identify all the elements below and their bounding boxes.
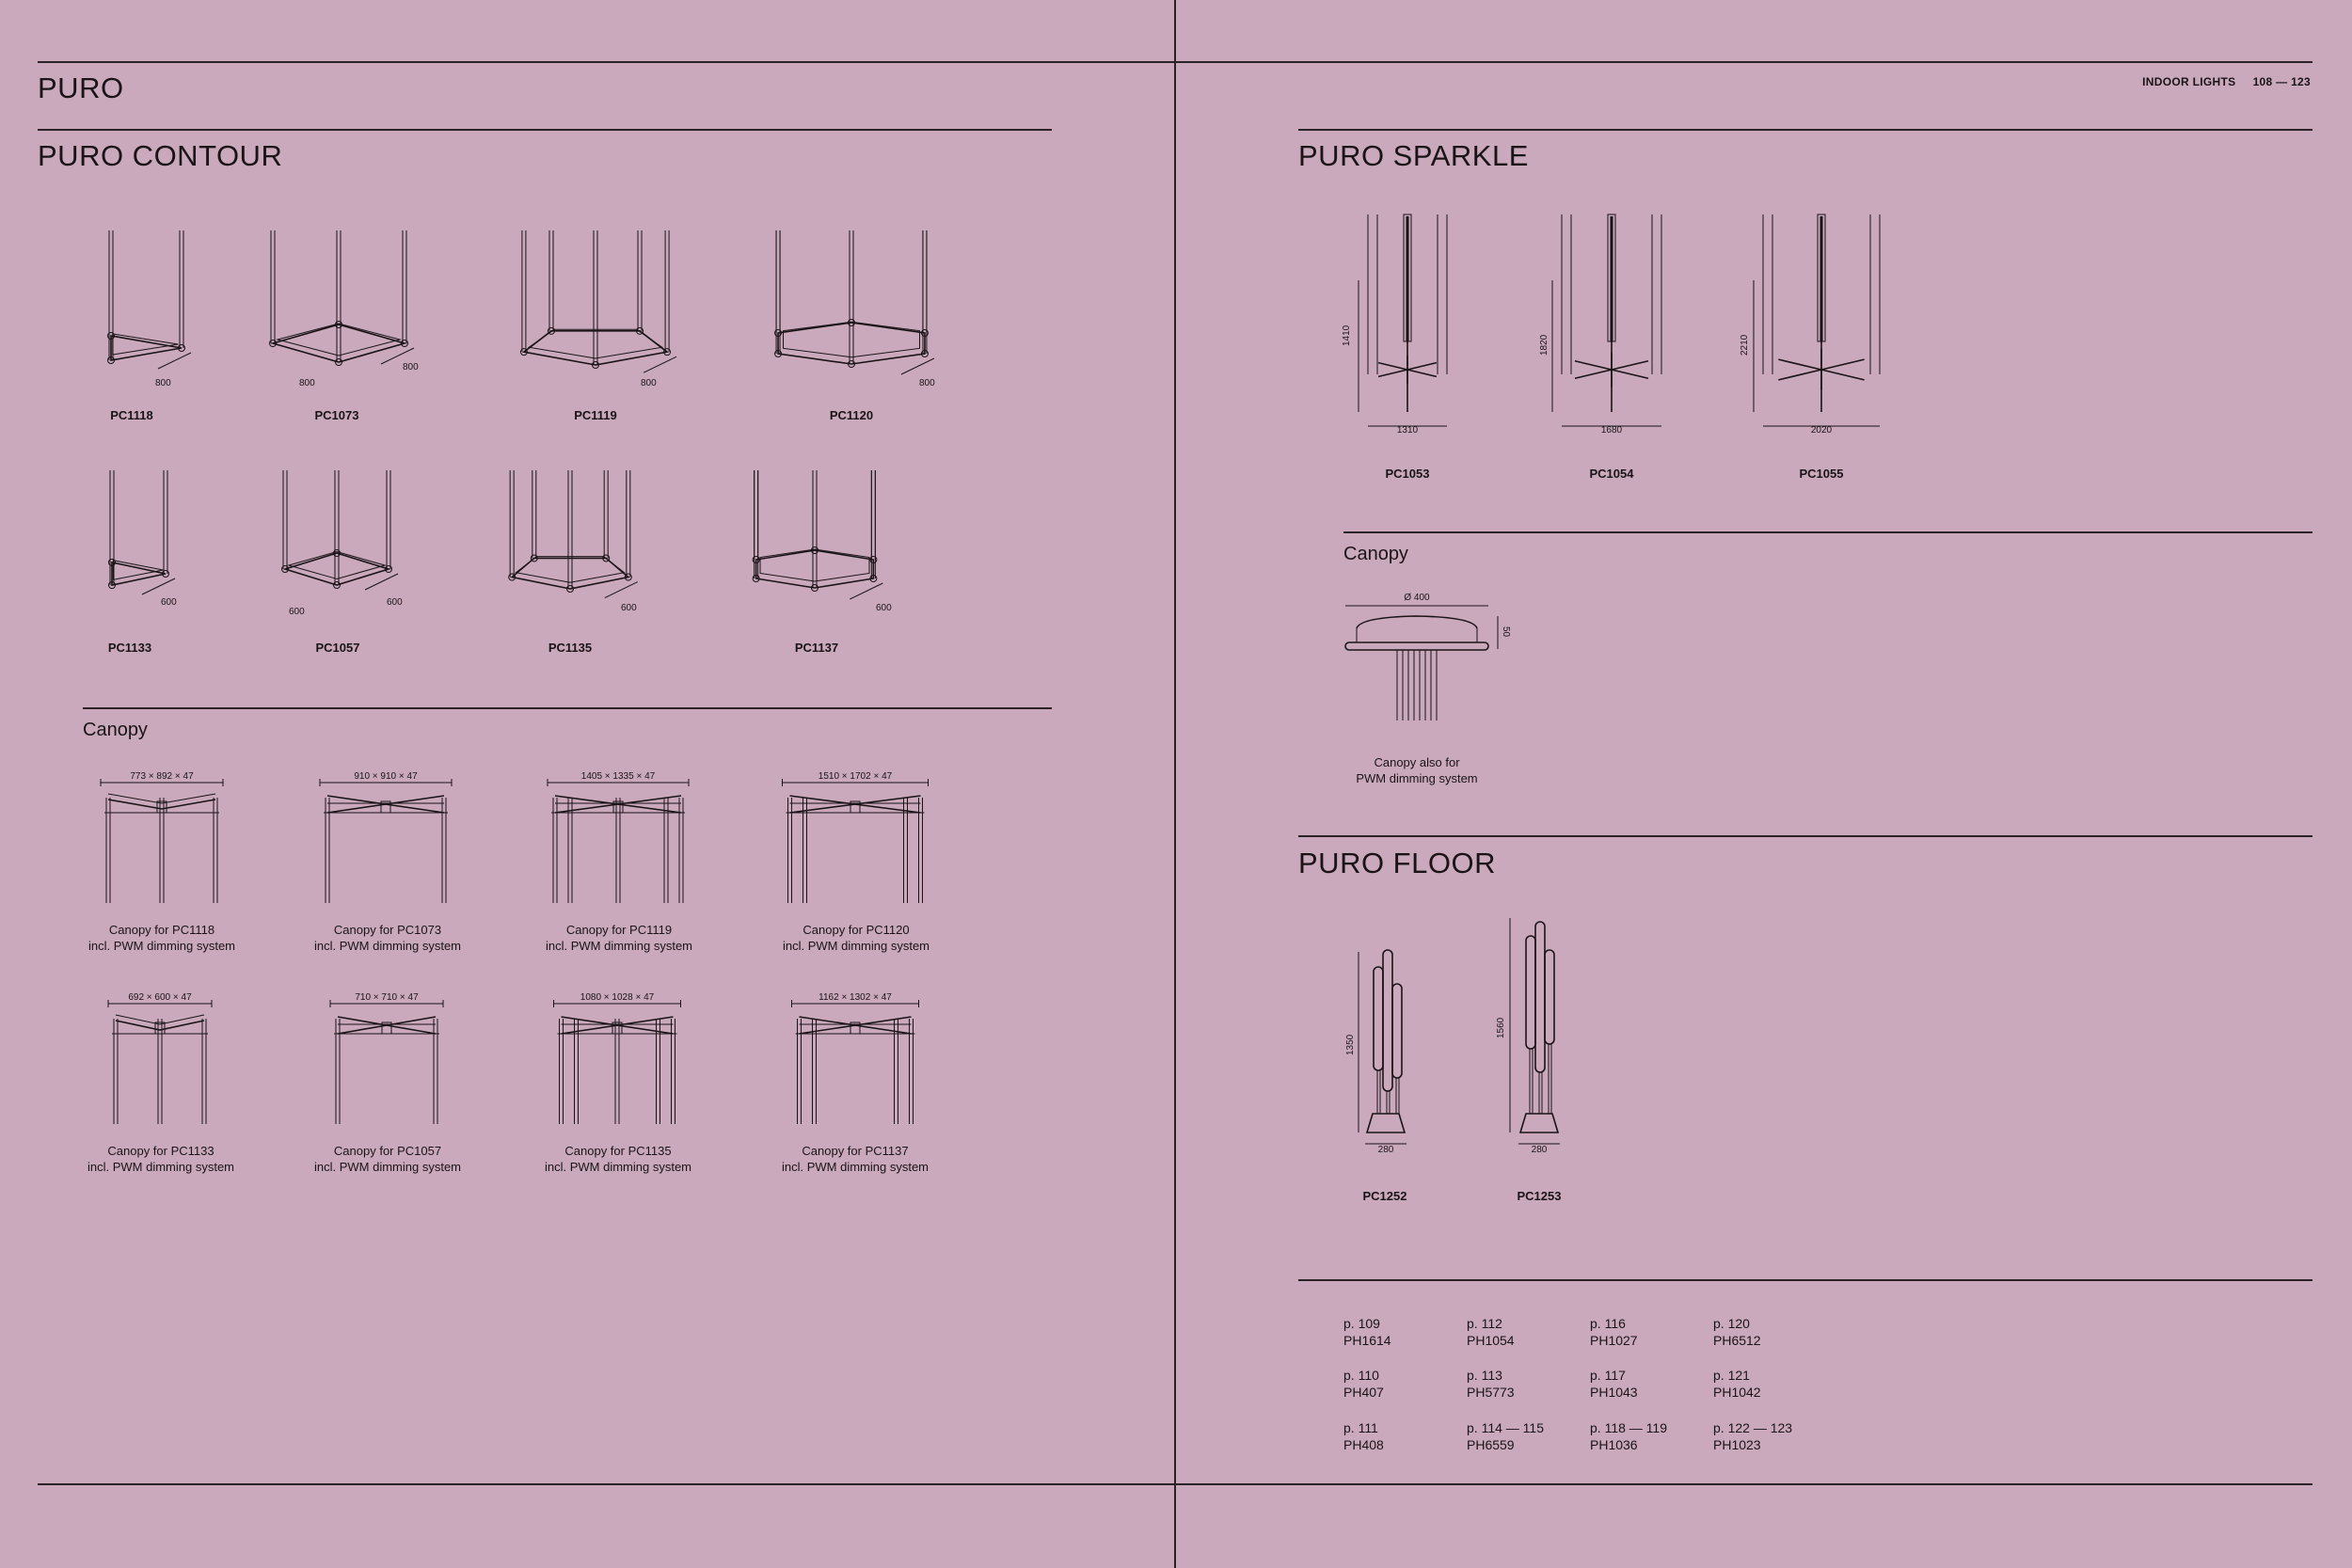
pc1137-code: PC1137 — [794, 641, 839, 655]
pc1133-dim: 600 — [161, 597, 177, 608]
canopy-caption-7-line2: incl. PWM dimming system — [544, 1160, 692, 1174]
canopy-caption-3-line2: incl. PWM dimming system — [545, 939, 693, 953]
canopy-caption-8-line1: Canopy for PC1137 — [802, 1144, 909, 1158]
ref-3-2[interactable] — [1467, 1419, 1544, 1453]
pc1054-drawing — [1552, 214, 1661, 426]
pc1055-drawing — [1754, 214, 1880, 426]
ref-3-3[interactable] — [1590, 1419, 1667, 1453]
ref-code: PH5773 — [1467, 1385, 1515, 1400]
ref-page: p. 110 — [1343, 1368, 1379, 1383]
pc1054-width: 1680 — [1600, 425, 1623, 436]
pc1253-code: PC1253 — [1517, 1189, 1562, 1203]
pc1119-dim: 800 — [641, 378, 657, 388]
ref-code: PH1027 — [1590, 1333, 1638, 1348]
ref-code: PH408 — [1343, 1437, 1384, 1452]
ref-1-4[interactable] — [1713, 1315, 1761, 1349]
ref-2-4[interactable] — [1713, 1367, 1761, 1401]
pc1252-code: PC1252 — [1362, 1189, 1407, 1203]
contour-canopy-title: Canopy — [83, 720, 148, 740]
pc1252-base: 280 — [1377, 1145, 1394, 1155]
pc1135-code: PC1135 — [548, 641, 593, 655]
ref-code: PH1054 — [1467, 1333, 1515, 1348]
pc1252-height: 1350 — [1345, 1034, 1356, 1055]
canopy-caption-2-line2: incl. PWM dimming system — [313, 939, 462, 953]
ref-page: p. 113 — [1467, 1368, 1502, 1383]
pc1252-drawing — [1365, 950, 1406, 1144]
ref-3-4[interactable] — [1713, 1419, 1792, 1453]
ref-code: PH1023 — [1713, 1437, 1761, 1452]
canopy-caption-4-line2: incl. PWM dimming system — [782, 939, 930, 953]
ref-page: p. 120 — [1713, 1316, 1750, 1331]
pc1073-dim-b: 800 — [403, 362, 419, 372]
sparkle-canopy-title: Canopy — [1343, 544, 1408, 564]
sparkle-canopy-drawing — [1345, 606, 1498, 721]
ref-3-1[interactable] — [1343, 1419, 1384, 1453]
contour-title: PURO CONTOUR — [38, 139, 283, 172]
pc1118-code: PC1118 — [110, 408, 153, 422]
pc1119-code: PC1119 — [574, 408, 617, 422]
canopy-size-5: 692 × 600 × 47 — [128, 992, 192, 1003]
pc1120-code: PC1120 — [829, 408, 874, 422]
ref-1-1[interactable] — [1343, 1315, 1391, 1349]
pc1053-width: 1310 — [1396, 425, 1419, 436]
canopy-caption-3-line1: Canopy for PC1119 — [565, 923, 673, 937]
pc1120-dim: 800 — [919, 378, 935, 388]
canopy-caption-5-line1: Canopy for PC1133 — [107, 1144, 215, 1158]
page-references — [1343, 1315, 1927, 1465]
ref-code: PH1614 — [1343, 1333, 1391, 1348]
pc1054-code: PC1054 — [1589, 467, 1634, 481]
sparkle-title: PURO SPARKLE — [1298, 139, 1529, 172]
ref-2-1[interactable] — [1343, 1367, 1384, 1401]
ref-1-2[interactable] — [1467, 1315, 1515, 1349]
pc1133-code: PC1133 — [107, 641, 152, 655]
ref-2-2[interactable] — [1467, 1367, 1515, 1401]
ref-code: PH407 — [1343, 1385, 1384, 1400]
ref-code: PH6512 — [1713, 1333, 1761, 1348]
ref-page: p. 117 — [1590, 1368, 1626, 1383]
ref-page: p. 111 — [1343, 1420, 1378, 1435]
pc1055-code: PC1055 — [1799, 467, 1844, 481]
canopy-caption-7-line1: Canopy for PC1135 — [564, 1144, 672, 1158]
canopy-caption-5-line2: incl. PWM dimming system — [87, 1160, 235, 1174]
pc1253-drawing — [1518, 922, 1560, 1144]
pc1253-height: 1560 — [1496, 1017, 1506, 1038]
pc1055-width: 2020 — [1810, 425, 1833, 436]
ref-page: p. 112 — [1467, 1316, 1502, 1331]
canopy-caption-1-line2: incl. PWM dimming system — [87, 939, 236, 953]
pc1055-height: 2210 — [1740, 334, 1750, 356]
sparkle-canopy-caption-line1: Canopy also for — [1374, 755, 1460, 769]
pc1253-base: 280 — [1531, 1145, 1548, 1155]
section-title: PURO — [38, 71, 124, 104]
pc1053-height: 1410 — [1342, 325, 1352, 346]
pc1057-dim-a: 600 — [289, 607, 305, 617]
canopy-size-2: 910 × 910 × 47 — [354, 771, 418, 782]
canopy-caption-6-line2: incl. PWM dimming system — [313, 1160, 462, 1174]
pc1137-dim: 600 — [876, 603, 892, 613]
canopy-size-1: 773 × 892 × 47 — [130, 771, 194, 782]
canopy-size-7: 1080 × 1028 × 47 — [580, 992, 655, 1003]
canopy-size-3: 1405 × 1335 × 47 — [580, 771, 656, 782]
pc1054-height: 1820 — [1539, 334, 1549, 356]
pc1118-dim: 800 — [155, 378, 171, 388]
canopy-size-4: 1510 × 1702 × 47 — [818, 771, 893, 782]
pc1057-dim-b: 600 — [387, 597, 403, 608]
pc1053-code: PC1053 — [1385, 467, 1430, 481]
ref-code: PH6559 — [1467, 1437, 1515, 1452]
pc1073-code: PC1073 — [314, 408, 359, 422]
sparkle-canopy-diameter: Ø 400 — [1404, 593, 1430, 603]
pc1053-drawing — [1359, 214, 1447, 426]
sparkle-canopy-caption — [1304, 754, 1530, 786]
ref-1-3[interactable] — [1590, 1315, 1638, 1349]
ref-page: p. 121 — [1713, 1368, 1750, 1383]
floor-title: PURO FLOOR — [1298, 847, 1496, 879]
canopy-caption-8-line2: incl. PWM dimming system — [781, 1160, 930, 1174]
ref-page: p. 109 — [1343, 1316, 1380, 1331]
ref-2-3[interactable] — [1590, 1367, 1638, 1401]
canopy-caption-2-line1: Canopy for PC1073 — [333, 923, 442, 937]
page-range: 108 — 123 — [2252, 75, 2311, 88]
ref-code: PH1043 — [1590, 1385, 1638, 1400]
ref-page: p. 114 — 115 — [1467, 1420, 1544, 1435]
canopy-size-6: 710 × 710 × 47 — [355, 992, 419, 1003]
ref-page: p. 122 — 123 — [1713, 1420, 1793, 1435]
canopy-caption-6-line1: Canopy for PC1057 — [333, 1144, 442, 1158]
ref-page: p. 118 — 119 — [1590, 1420, 1667, 1435]
pc1135-dim: 600 — [621, 603, 637, 613]
ref-code: PH1036 — [1590, 1437, 1638, 1452]
sparkle-canopy-height: 50 — [1501, 626, 1511, 638]
canopy-size-8: 1162 × 1302 × 47 — [818, 992, 892, 1003]
sparkle-canopy-caption-line2: PWM dimming system — [1356, 771, 1478, 785]
pc1057-code: PC1057 — [315, 641, 360, 655]
canopy-caption-4-line1: Canopy for PC1120 — [803, 923, 910, 937]
category-label: INDOOR LIGHTS — [2142, 75, 2236, 88]
canopy-caption-1-line1: Canopy for PC1118 — [108, 923, 215, 937]
ref-page: p. 116 — [1590, 1316, 1626, 1331]
ref-code: PH1042 — [1713, 1385, 1761, 1400]
pc1073-dim-a: 800 — [299, 378, 315, 388]
